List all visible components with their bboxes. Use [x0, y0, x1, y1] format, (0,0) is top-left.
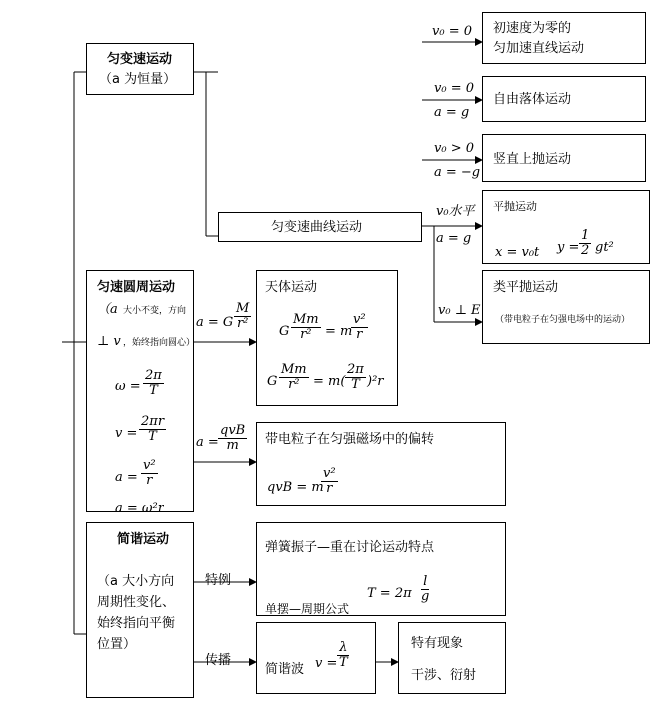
circular-note2: ⊥ v [97, 334, 121, 349]
special-line1: 弹簧振子—重在讨论运动特点 [265, 540, 435, 555]
projectile-eq-y-lhs: y = [557, 240, 580, 255]
gravity-eq2-den2: T [351, 376, 360, 392]
free-fall-box [482, 76, 646, 122]
circular-a-frac [141, 459, 158, 487]
shm-desc-3: 始终指向平衡 [97, 616, 176, 631]
gravity-eq1-mid: = m [325, 324, 353, 339]
gravity-cond-num: M [236, 301, 250, 316]
gravity-eq2-num2: 2π [347, 362, 364, 377]
initial-zero-box [482, 12, 646, 64]
gravity-title: 天体运动 [265, 280, 318, 295]
phenomena-box [398, 622, 506, 694]
quasi-projectile-title: 类平抛运动 [493, 280, 559, 295]
special-T-lhs: T = 2π [367, 586, 412, 601]
circular-omega-lhs: ω = [115, 379, 141, 394]
gravity-eq1-num: Mm [293, 312, 319, 327]
circular-box [86, 270, 194, 512]
gravity-eq1-den2: r [356, 326, 363, 342]
circular-v-lhs: v = [115, 426, 138, 441]
gravity-eq2-den: r² [288, 376, 300, 392]
circular-a-lhs: a = [115, 470, 138, 485]
circular-note1b: 大小不变，方向 [123, 306, 187, 316]
projectile-eq-y-num: 1 [581, 228, 590, 243]
wave-v-lhs: v = [315, 656, 338, 671]
initial-zero-cond: v₀ = 0 [432, 24, 472, 39]
shm-box [86, 522, 194, 698]
projectile-eq-y-frac [579, 229, 591, 257]
circular-v-den: T [148, 428, 157, 444]
special-line2: 单摆—周期公式 [265, 603, 350, 614]
initial-zero-line2: 匀加速直线运动 [493, 41, 585, 56]
quasi-projectile-box [482, 270, 650, 344]
magnetic-cond-den: m [226, 437, 239, 453]
gravity-eq2-frac1 [279, 363, 309, 391]
gravity-eq1-frac1 [291, 313, 321, 341]
gravity-eq2-frac2 [345, 363, 366, 391]
magnetic-title: 带电粒子在匀强磁场中的偏转 [265, 432, 435, 447]
curve-label: 匀变速曲线运动 [271, 220, 363, 235]
wave-label: 简谐波 [265, 662, 305, 677]
initial-zero-line1: 初速度为零的 [493, 21, 572, 36]
gravity-eq2-rhs: )²r [367, 374, 384, 389]
gravity-eq2-num: Mm [281, 362, 307, 377]
circular-omega-num: 2π [145, 368, 162, 383]
gravity-cond-frac [234, 302, 251, 330]
shm-desc-1: （a 大小方向 [97, 574, 175, 589]
magnetic-cond-num: qvB [220, 423, 246, 438]
circular-a-num: v² [143, 458, 156, 473]
quasi-projectile-note: （带电粒子在匀强电场中的运动） [495, 315, 631, 325]
uniform-accel-subtitle: （a 为恒量） [99, 72, 177, 87]
phenomena-title: 特有现象 [411, 636, 464, 651]
propagation-edge-label: 传播 [205, 653, 232, 668]
quasi-projectile-cond: v₀ ⊥ E [438, 303, 481, 318]
projectile-title: 平抛运动 [493, 200, 537, 213]
wave-v-num: λ [339, 640, 348, 655]
shm-title: 简谐运动 [117, 532, 170, 547]
shm-desc-2: 周期性变化、 [97, 595, 176, 610]
special-box [256, 522, 506, 616]
vertical-up-cond2: a = −g [434, 165, 481, 180]
circular-note2b: ，始终指向圆心） [123, 338, 196, 348]
projectile-cond1: v₀水平 [436, 204, 475, 219]
gravity-eq1-lhs: G [279, 324, 290, 339]
free-fall-cond1: v₀ = 0 [434, 81, 474, 96]
gravity-box [256, 270, 398, 406]
wave-v-frac [337, 641, 350, 669]
special-T-num: l [423, 574, 428, 589]
wave-box [256, 622, 376, 694]
magnetic-box [256, 422, 506, 506]
vertical-up-cond1: v₀ > 0 [434, 141, 474, 156]
projectile-eq-y-rhs: gt² [595, 240, 614, 255]
shm-desc-4: 位置） [97, 637, 137, 652]
circular-note1: （a [97, 302, 118, 317]
gravity-cond-den: r² [236, 315, 249, 331]
magnetic-cond-frac [218, 424, 247, 452]
circular-omega-frac [143, 369, 164, 397]
projectile-eq-y-den: 2 [581, 242, 590, 258]
circular-a-den: r [146, 472, 153, 488]
gravity-cond-lhs: a = G [196, 315, 234, 330]
projectile-box [482, 190, 650, 264]
free-fall-cond2: a = g [434, 105, 470, 120]
gravity-eq2-lhs: G [267, 374, 278, 389]
curve-box [218, 212, 422, 242]
wave-v-den: T [339, 654, 348, 670]
projectile-eq-x: x = v₀t [495, 245, 540, 260]
uniform-accel-box [86, 43, 194, 95]
magnetic-eq-frac [321, 467, 338, 495]
circular-a2: a = ω²r [115, 502, 164, 511]
vertical-up-box [482, 134, 646, 182]
gravity-eq1-den: r² [300, 326, 312, 342]
projectile-cond2: a = g [436, 231, 472, 246]
gravity-eq2-mid: = m( [313, 374, 346, 389]
special-edge-label: 特例 [205, 573, 232, 588]
magnetic-eq-num: v² [323, 466, 336, 481]
gravity-eq1-frac2 [351, 313, 368, 341]
phenomena-items: 干涉、衍射 [411, 668, 477, 683]
circular-title: 匀速圆周运动 [97, 280, 176, 295]
circular-v-frac [139, 415, 166, 443]
magnetic-eq-den: r [326, 480, 333, 496]
vertical-up-label: 竖直上抛运动 [493, 152, 572, 167]
circular-v-num: 2πr [141, 414, 165, 429]
magnetic-cond-lhs: a = [196, 435, 219, 450]
special-T-den: g [421, 588, 430, 604]
special-T-frac [419, 575, 431, 603]
magnetic-eq-lhs: qvB = m [267, 480, 324, 495]
gravity-eq1-num2: v² [353, 312, 366, 327]
uniform-accel-title: 匀变速运动 [107, 52, 173, 67]
circular-omega-den: T [149, 382, 158, 398]
free-fall-label: 自由落体运动 [493, 92, 572, 107]
